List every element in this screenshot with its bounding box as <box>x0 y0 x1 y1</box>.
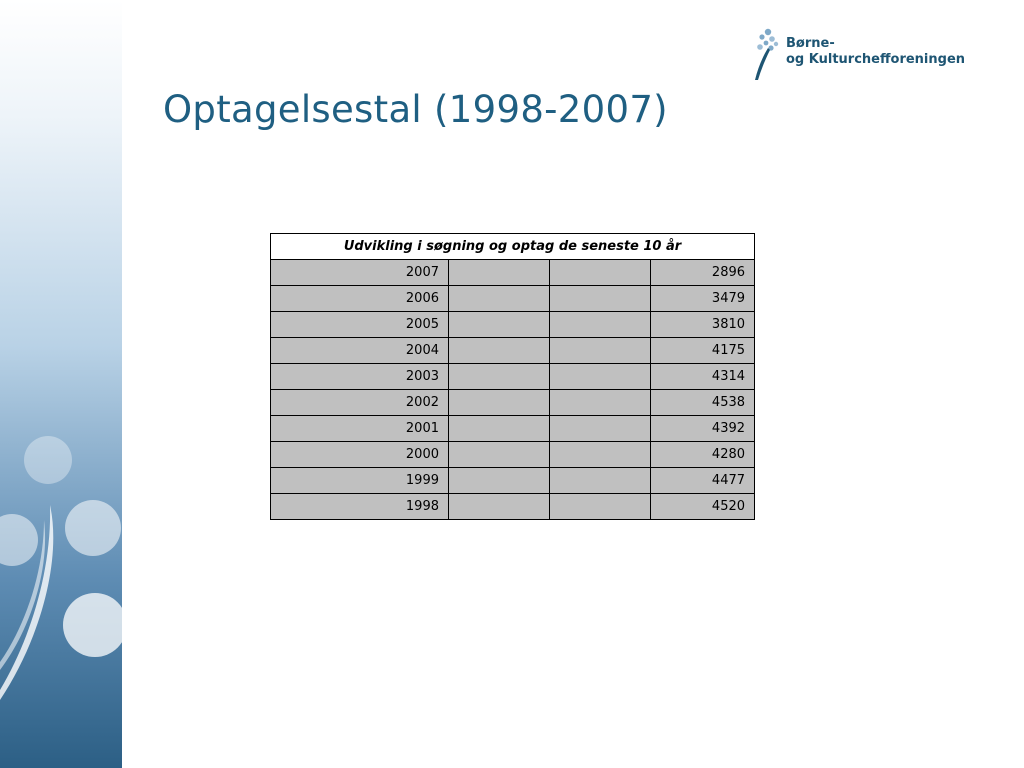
empty-cell <box>550 416 651 442</box>
value-cell: 3479 <box>651 286 755 312</box>
empty-cell <box>550 364 651 390</box>
admissions-table <box>270 233 755 520</box>
decorative-side-panel <box>0 0 122 768</box>
year-cell: 2006 <box>271 286 449 312</box>
year-cell: 2000 <box>271 442 449 468</box>
empty-cell <box>449 494 550 520</box>
table-row <box>271 364 755 390</box>
empty-cell <box>449 286 550 312</box>
empty-cell <box>449 338 550 364</box>
value-cell: 4314 <box>651 364 755 390</box>
table-row <box>271 338 755 364</box>
logo-text <box>786 36 965 68</box>
year-cell: 2001 <box>271 416 449 442</box>
empty-cell <box>449 390 550 416</box>
decorative-circle-icon <box>24 436 72 484</box>
table-caption: Udvikling i søgning og optag de seneste 10 år <box>271 234 755 260</box>
value-cell: 4175 <box>651 338 755 364</box>
table-row <box>271 468 755 494</box>
value-cell: 4280 <box>651 442 755 468</box>
table-body <box>271 260 755 520</box>
logo-mark-icon <box>752 28 784 82</box>
empty-cell <box>550 494 651 520</box>
table-row <box>271 494 755 520</box>
value-cell: 2896 <box>651 260 755 286</box>
logo-line-1: Børne- <box>786 36 835 51</box>
year-cell: 1998 <box>271 494 449 520</box>
decorative-circle-icon <box>65 500 121 556</box>
table-row <box>271 442 755 468</box>
table-row <box>271 390 755 416</box>
empty-cell <box>550 286 651 312</box>
year-cell: 1999 <box>271 468 449 494</box>
year-cell: 2004 <box>271 338 449 364</box>
year-cell: 2003 <box>271 364 449 390</box>
table-row <box>271 260 755 286</box>
empty-cell <box>449 260 550 286</box>
empty-cell <box>550 338 651 364</box>
empty-cell <box>550 260 651 286</box>
value-cell: 4520 <box>651 494 755 520</box>
empty-cell <box>550 468 651 494</box>
table-header-row <box>271 234 755 260</box>
table-row <box>271 286 755 312</box>
table-row <box>271 312 755 338</box>
organization-logo <box>752 28 966 82</box>
logo-line-2: og Kulturchefforeningen <box>786 52 966 67</box>
value-cell: 3810 <box>651 312 755 338</box>
empty-cell <box>449 468 550 494</box>
empty-cell <box>449 416 550 442</box>
table-row <box>271 416 755 442</box>
year-cell: 2007 <box>271 260 449 286</box>
empty-cell <box>550 312 651 338</box>
empty-cell <box>550 442 651 468</box>
value-cell: 4538 <box>651 390 755 416</box>
slide-title: Optagelsestal (1998-2007) <box>163 88 668 131</box>
empty-cell <box>449 442 550 468</box>
year-cell: 2002 <box>271 390 449 416</box>
empty-cell <box>550 390 651 416</box>
year-cell: 2005 <box>271 312 449 338</box>
empty-cell <box>449 312 550 338</box>
empty-cell <box>449 364 550 390</box>
value-cell: 4477 <box>651 468 755 494</box>
value-cell: 4392 <box>651 416 755 442</box>
